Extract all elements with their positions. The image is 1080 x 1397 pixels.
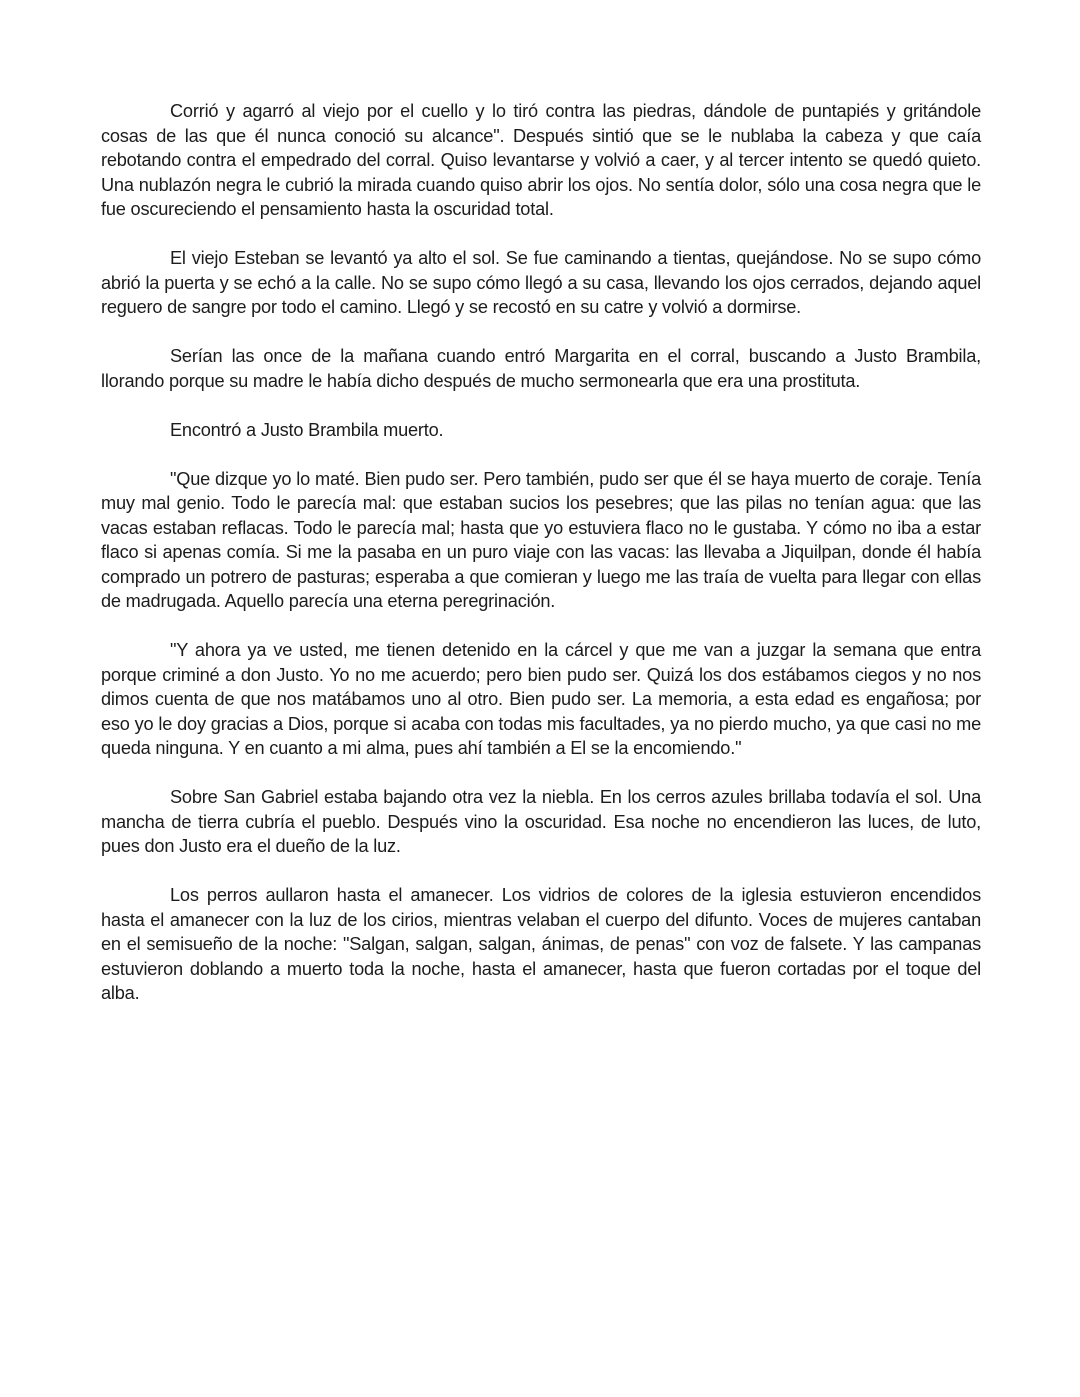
paragraph-2: El viejo Esteban se levantó ya alto el sol. Se fue caminando a tientas, quejándose. No se supo cómo abrió la puerta y se echó a la calle. No se supo cómo llegó a su casa, llevando los ojos cerrados, dejando aquel reguero de sangre por todo el camino. Llegó y se recostó en su catre y volvió a dormirse. [101, 248, 981, 317]
paragraph-7: Sobre San Gabriel estaba bajando otra vez la niebla. En los cerros azules brillaba todavía el sol. Una mancha de tierra cubría el pueblo. Después vino la oscuridad. Esa noche no encendieron las luces, de luto, pues don Justo era el dueño de la luz. [101, 787, 981, 856]
paragraph-6: "Y ahora ya ve usted, me tienen detenido en la cárcel y que me van a juzgar la semana que entra porque criminé a don Justo. Yo no me acuerdo; pero bien pudo ser. Quizá los dos estábamos ciegos y no nos dimos cuenta de que nos matábamos uno al otro. Bien pudo ser. La memoria, a esta edad es engañosa; por eso yo le doy gracias a Dios, porque si acaba con todas mis facultades, ya no pierdo mucho, ya que casi no me queda ninguna. Y en cuanto a mi alma, pues ahí también a El se la encomiendo." [101, 640, 981, 758]
paragraph-3: Serían las once de la mañana cuando entró Margarita en el corral, buscando a Justo Brambila, llorando porque su madre le había dicho después de mucho sermonearla que era una prostituta. [101, 346, 981, 391]
paragraph-4: Encontró a Justo Brambila muerto. [170, 419, 444, 440]
document-page [101, 99, 981, 1030]
paragraph-5: "Que dizque yo lo maté. Bien pudo ser. Pero también, pudo ser que él se haya muerto de coraje. Tenía muy mal genio. Todo le parecía mal: que estaban sucios los pesebres; que las pilas no tenían agua: que las vacas estaban reflacas. Todo le parecía mal; hasta que yo estuviera flaco no le gustaba. Y cómo no iba a estar flaco si apenas comía. Si me la pasaba en un puro viaje con las vacas: las llevaba a Jiquilpan, donde él había comprado un potrero de pasturas; esperaba a que comieran y luego me las traía de vuelta para llegar con ellas de madrugada. Aquello parecía una eterna peregrinación. [101, 468, 981, 611]
paragraph-8: Los perros aullaron hasta el amanecer. Los vidrios de colores de la iglesia estuvieron encendidos hasta el amanecer con la luz de los cirios, mientras velaban el cuerpo del difunto. Voces de mujeres cantaban en el semisueño de la noche: "Salgan, salgan, salgan, ánimas, de penas" con voz de falsete. Y las campanas estuvieron doblando a muerto toda la noche, hasta el amanecer, hasta que fueron cortadas por el toque del alba. [101, 885, 981, 1003]
paragraph-1: Corrió y agarró al viejo por el cuello y lo tiró contra las piedras, dándole de puntapiés y gritándole cosas de las que él nunca conoció su alcance". Después sintió que se le nublaba la cabeza y que caía rebotando contra el empedrado del corral. Quiso levantarse y volvió a caer, y al tercer intento se quedó quieto. Una nublazón negra le cubrió la mirada cuando quiso abrir los ojos. No sentía dolor, sólo una cosa negra que le fue oscureciendo el pensamiento hasta la oscuridad total. [101, 101, 981, 219]
